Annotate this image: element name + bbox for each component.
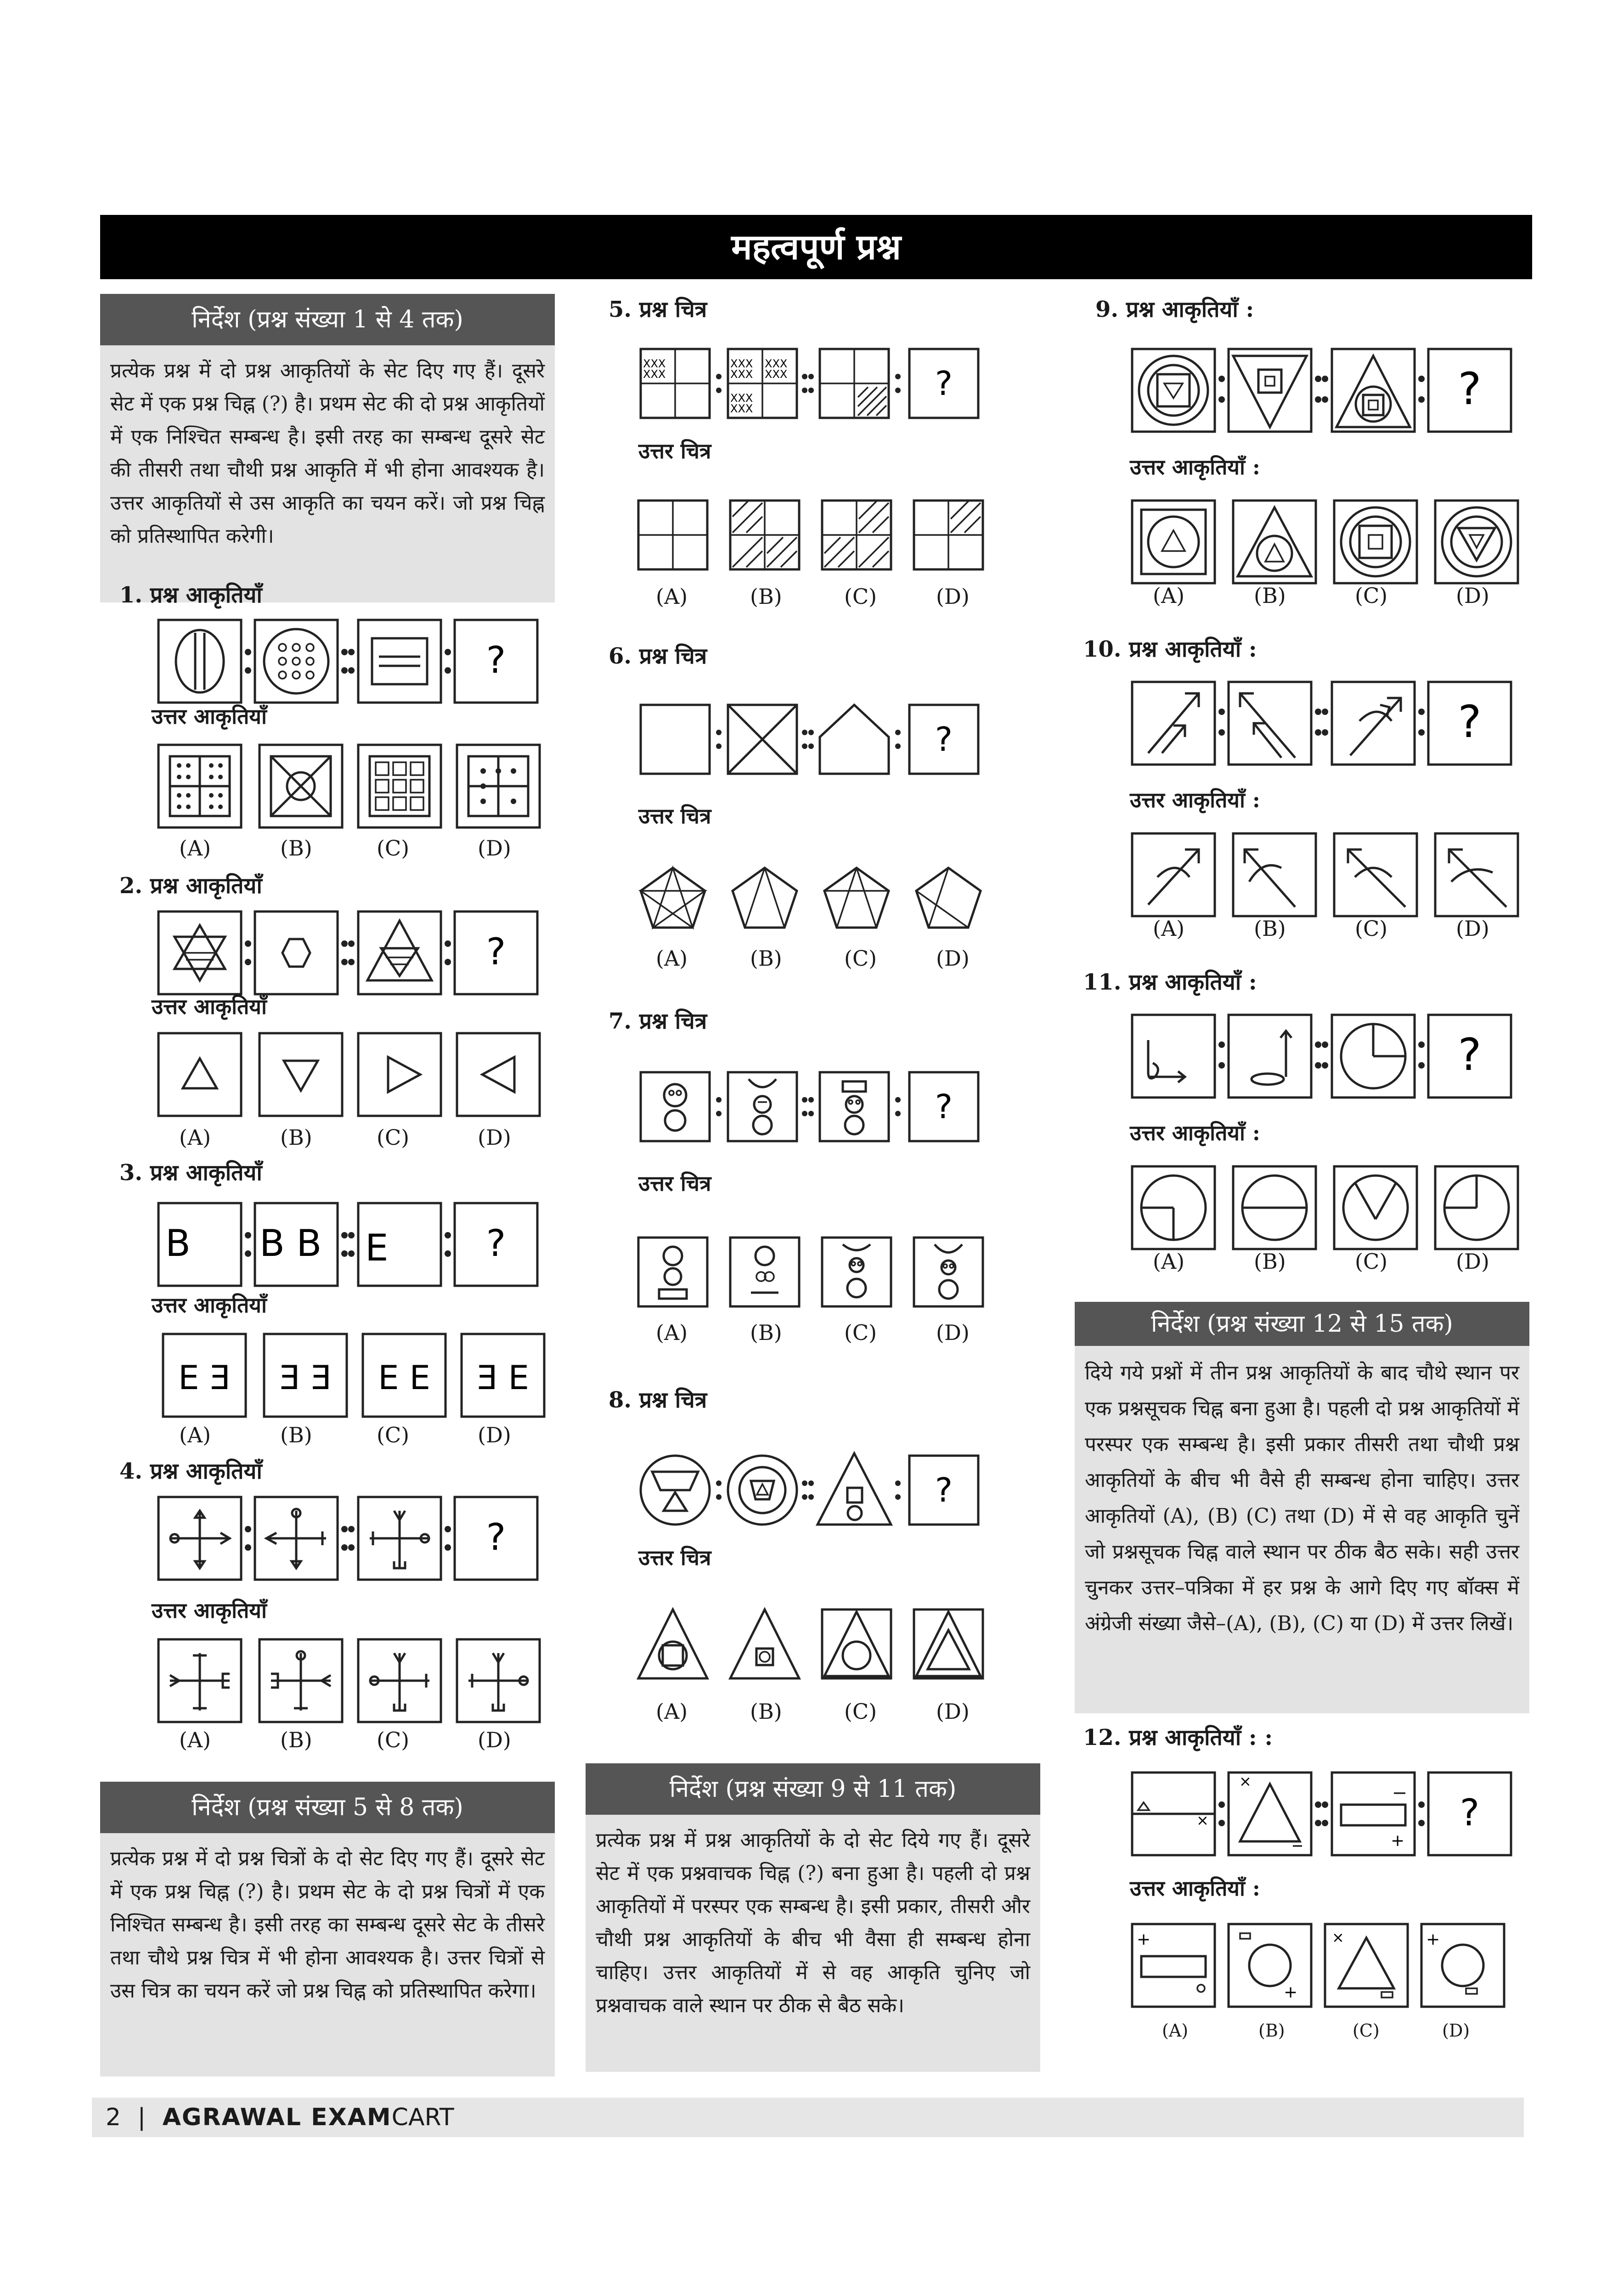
svg-text:XXX: XXX	[765, 357, 788, 370]
q9-answer-figures	[1130, 498, 1534, 585]
q2-option-c: (C)	[377, 1125, 410, 1150]
q9-option-c: (C)	[1355, 583, 1388, 608]
q4-option-a: (A)	[179, 1728, 211, 1752]
svg-text:Ǝ Ǝ: Ǝ Ǝ	[279, 1358, 332, 1397]
svg-text:XXX: XXX	[643, 357, 666, 370]
q6-option-a: (A)	[656, 946, 688, 971]
q10-option-a: (A)	[1153, 916, 1185, 941]
question-4-label: 4. प्रश्न आकृतियाँ	[119, 1458, 262, 1484]
q4-question-mark: ?	[486, 1516, 506, 1559]
svg-text:XXX: XXX	[730, 357, 753, 370]
q11-option-c: (C)	[1355, 1249, 1388, 1274]
q11-option-a: (A)	[1153, 1249, 1185, 1274]
q11-question-figures	[1130, 1013, 1534, 1100]
q12-option-b: (B)	[1258, 2020, 1285, 2041]
q1-question-figures	[156, 615, 560, 707]
q7-answer-label: उत्तर चित्र	[638, 1171, 711, 1196]
svg-text:E E: E E	[378, 1358, 430, 1397]
svg-text:XXX: XXX	[730, 368, 753, 381]
question-9-label: 9. प्रश्न आकृतियाँ :	[1095, 297, 1254, 322]
svg-text:E: E	[365, 1227, 389, 1269]
q10-option-d: (D)	[1456, 916, 1489, 941]
q2-option-a: (A)	[179, 1125, 211, 1150]
q5-option-d: (D)	[936, 584, 970, 609]
q1-question-mark: ?	[486, 639, 506, 681]
q1-answer-figures	[156, 740, 560, 832]
q4-answer-figures	[156, 1635, 560, 1727]
q10-option-c: (C)	[1355, 916, 1388, 941]
question-3-label: 3. प्रश्न आकृतियाँ	[119, 1160, 262, 1186]
q9-answer-label: उत्तर आकृतियाँ :	[1130, 455, 1260, 479]
q3-answer-label: उत्तर आकृतियाँ	[152, 1293, 267, 1317]
q12-answer-figures	[1130, 1919, 1534, 2011]
q5-option-a: (A)	[656, 584, 688, 609]
q1-option-c: (C)	[377, 836, 410, 861]
svg-text:B: B	[165, 1222, 191, 1265]
question-10-label: 10. प्रश्न आकृतियाँ :	[1083, 636, 1257, 662]
q5-option-c: (C)	[844, 584, 877, 609]
q8-answer-label: उत्तर चित्र	[638, 1545, 711, 1570]
question-2-label: 2. प्रश्न आकृतियाँ	[119, 873, 262, 899]
svg-text:Ǝ E: Ǝ E	[477, 1358, 529, 1397]
svg-text:×: ×	[1196, 1812, 1209, 1829]
q8-option-d: (D)	[936, 1699, 970, 1724]
q9-option-b: (B)	[1254, 583, 1286, 608]
svg-text:E Ǝ: E Ǝ	[178, 1358, 231, 1397]
q5-answer-figures	[636, 498, 1004, 572]
question-7-label: 7. प्रश्न चित्र	[609, 1008, 707, 1034]
q6-option-c: (C)	[844, 946, 877, 971]
question-8-label: 8. प्रश्न चित्र	[609, 1387, 707, 1413]
q3-option-b: (B)	[280, 1423, 312, 1447]
q9-option-a: (A)	[1153, 583, 1185, 608]
q12-option-a: (A)	[1162, 2020, 1189, 2041]
q8-question-figures	[638, 1451, 1006, 1529]
q12-answer-label: उत्तर आकृतियाँ :	[1130, 1876, 1260, 1901]
footer-separator: |	[137, 2104, 146, 2131]
q8-option-c: (C)	[844, 1699, 877, 1724]
q7-option-c: (C)	[844, 1320, 877, 1345]
q3-question-figures	[156, 1199, 560, 1290]
directions-2-text: प्रत्येक प्रश्न में दो प्रश्न चित्रों के दो सेट दिए गए हैं। दूसरे सेट में एक प्रश्न चिह्न (?) है। प्रथम सेट के दो प्रश्न चित्रों में एक निश्चित सम्बन्ध है। इसी तरह का सम्बन्ध दूसरे सेट के तीसरे तथा चौथे प्रश्न चित्र में भी होना आवश्यक है। उत्तर चित्रों से उस चित्र का चयन करें जो प्रश्न चिह्न को प्रतिस्थापित करेगा।	[100, 1833, 555, 2077]
footer-brand-bold: AGRAWAL EXAM	[162, 2104, 392, 2131]
q2-question-mark: ?	[486, 930, 506, 973]
q5-answer-label: उत्तर चित्र	[638, 439, 711, 463]
q12-option-d: (D)	[1442, 2020, 1470, 2041]
svg-text:+: +	[1137, 1930, 1151, 1949]
question-12-label: 12. प्रश्न आकृतियाँ : :	[1083, 1725, 1273, 1750]
q7-option-d: (D)	[936, 1320, 970, 1345]
directions-3-heading: निर्देश (प्रश्न संख्या 9 से 11 तक)	[586, 1763, 1040, 1815]
q1-option-b: (B)	[280, 836, 312, 861]
q5-option-b: (B)	[750, 584, 782, 609]
q11-answer-label: उत्तर आकृतियाँ :	[1130, 1120, 1260, 1145]
svg-text:B B: B B	[259, 1222, 322, 1265]
q6-question-mark: ?	[935, 720, 953, 759]
q4-question-figures	[156, 1492, 560, 1584]
q10-question-figures	[1130, 680, 1534, 767]
q9-question-mark: ?	[1458, 363, 1482, 415]
q7-question-mark: ?	[935, 1087, 953, 1126]
q11-option-b: (B)	[1254, 1249, 1286, 1274]
directions-1-text: प्रत्येक प्रश्न में दो प्रश्न आकृतियों के सेट दिए गए हैं। दूसरे सेट में एक प्रश्न चिह्न (?) है। प्रथम सेट की दो प्रश्न आकृतियों में एक निश्चित सम्बन्ध है। इसी तरह का सम्बन्ध दूसरे सेट की तीसरी तथा चौथी प्रश्न आकृति में भी होना आवश्यक है। उत्तर आकृतियों से उस आकृति का चयन करें। जो प्रश्न चिह्न को प्रतिस्थापित करेगी।	[100, 345, 555, 602]
q3-question-mark: ?	[486, 1222, 506, 1265]
page-banner-title: महत्वपूर्ण प्रश्न	[100, 215, 1532, 279]
q4-option-d: (D)	[478, 1728, 511, 1752]
directions-4-heading: निर्देश (प्रश्न संख्या 12 से 15 तक)	[1075, 1302, 1529, 1346]
q6-option-b: (B)	[750, 946, 782, 971]
q10-answer-label: उत्तर आकृतियाँ :	[1130, 788, 1260, 812]
svg-text:×: ×	[1332, 1929, 1344, 1946]
question-1-label: 1. प्रश्न आकृतियाँ	[119, 582, 262, 608]
q4-option-c: (C)	[377, 1728, 410, 1752]
q6-answer-label: उत्तर चित्र	[638, 804, 711, 828]
svg-text:+: +	[1391, 1831, 1405, 1850]
q1-answer-label: उत्तर आकृतियाँ	[152, 704, 267, 729]
q8-option-b: (B)	[750, 1699, 782, 1724]
svg-text:×: ×	[1239, 1773, 1252, 1790]
q9-option-d: (D)	[1456, 583, 1489, 608]
q3-option-d: (D)	[478, 1423, 511, 1447]
svg-text:XXX: XXX	[730, 402, 753, 415]
q10-answer-figures	[1130, 831, 1534, 918]
q6-question-figures	[638, 703, 1006, 776]
q4-option-b: (B)	[280, 1728, 312, 1752]
q2-answer-figures	[156, 1029, 560, 1120]
q2-answer-label: उत्तर आकृतियाँ	[152, 994, 267, 1019]
q9-question-figures	[1130, 347, 1534, 434]
q7-question-figures	[638, 1070, 1006, 1143]
q8-answer-figures	[636, 1605, 1004, 1683]
q6-option-d: (D)	[936, 946, 970, 971]
q12-question-figures	[1130, 1768, 1534, 1860]
q11-option-d: (D)	[1456, 1249, 1489, 1274]
q11-answer-figures	[1130, 1164, 1534, 1251]
page-number: 2	[106, 2104, 121, 2131]
q8-option-a: (A)	[656, 1699, 688, 1724]
q4-answer-label: उत्तर आकृतियाँ	[152, 1598, 267, 1623]
page-footer	[92, 2098, 1524, 2137]
q3-option-c: (C)	[377, 1423, 410, 1447]
directions-4-text: दिये गये प्रश्नों में तीन प्रश्न आकृतियों के बाद चौथे स्थान पर एक प्रश्नसूचक चिह्न बना हुआ है। पहली दो प्रश्न आकृतियों में परस्पर एक सम्बन्ध है। इसी प्रकार तीसरी तथा चौथी प्रश्न आकृतियों के बीच भी वैसे ही सम्बन्ध होना चाहिए। उत्तर आकृतियों (A), (B) (C) तथा (D) में से वह आकृति चुनें जो प्रश्नसूचक चिह्न वाले स्थान पर ठीक बैठ सके। सही उत्तर चुनकर उत्तर–पत्रिका में हर प्रश्न के आगे दिए गए बॉक्स में अंग्रेजी संख्या जैसे–(A), (B), (C) या (D) में उत्तर लिखें।	[1075, 1346, 1529, 1713]
q6-answer-figures	[636, 863, 1004, 937]
question-6-label: 6. प्रश्न चित्र	[609, 643, 707, 669]
q3-answer-figures	[161, 1329, 565, 1421]
question-11-label: 11. प्रश्न आकृतियाँ :	[1083, 969, 1257, 995]
q2-option-b: (B)	[280, 1125, 312, 1150]
q1-option-d: (D)	[478, 836, 511, 861]
question-5-label: 5. प्रश्न चित्र	[609, 297, 707, 322]
svg-text:+: +	[1426, 1930, 1440, 1949]
q8-question-mark: ?	[935, 1471, 953, 1509]
directions-3-text: प्रत्येक प्रश्न में प्रश्न आकृतियों के दो सेट दिये गए हैं। दूसरे सेट में एक प्रश्नवाचक चिह्न (?) बना हुआ है। पहली दो प्रश्न आकृतियों में परस्पर एक सम्बन्ध है। इसी प्रकार, तीसरी और चौथी प्रश्न आकृतियों के बीच भी वैसा ही सम्बन्ध होना चाहिए। उत्तर आकृतियों में से वह आकृति चुनिए जो प्रश्नवाचक वाले स्थान पर ठीक से बैठ सके।	[586, 1815, 1040, 2072]
q7-answer-figures	[636, 1235, 1004, 1309]
svg-text:XXX: XXX	[643, 368, 666, 381]
q5-question-figures	[638, 347, 1006, 420]
svg-text:XXX: XXX	[765, 368, 788, 381]
q2-question-figures	[156, 907, 560, 999]
q1-option-a: (A)	[179, 836, 211, 861]
q10-question-mark: ?	[1458, 696, 1482, 748]
q2-option-d: (D)	[478, 1125, 511, 1150]
q5-question-mark: ?	[935, 364, 953, 403]
q12-option-c: (C)	[1353, 2020, 1380, 2041]
svg-text:XXX: XXX	[730, 392, 753, 405]
q12-question-mark: ?	[1460, 1791, 1480, 1834]
directions-2-heading: निर्देश (प्रश्न संख्या 5 से 8 तक)	[100, 1782, 555, 1833]
q7-option-a: (A)	[656, 1320, 688, 1345]
svg-text:+: +	[1284, 1983, 1298, 2002]
q10-option-b: (B)	[1254, 916, 1286, 941]
q7-option-b: (B)	[750, 1320, 782, 1345]
footer-brand-light: CART	[391, 2104, 454, 2131]
q11-question-mark: ?	[1458, 1029, 1482, 1080]
q3-option-a: (A)	[179, 1423, 211, 1447]
directions-1-heading: निर्देश (प्रश्न संख्या 1 से 4 तक)	[100, 294, 555, 345]
